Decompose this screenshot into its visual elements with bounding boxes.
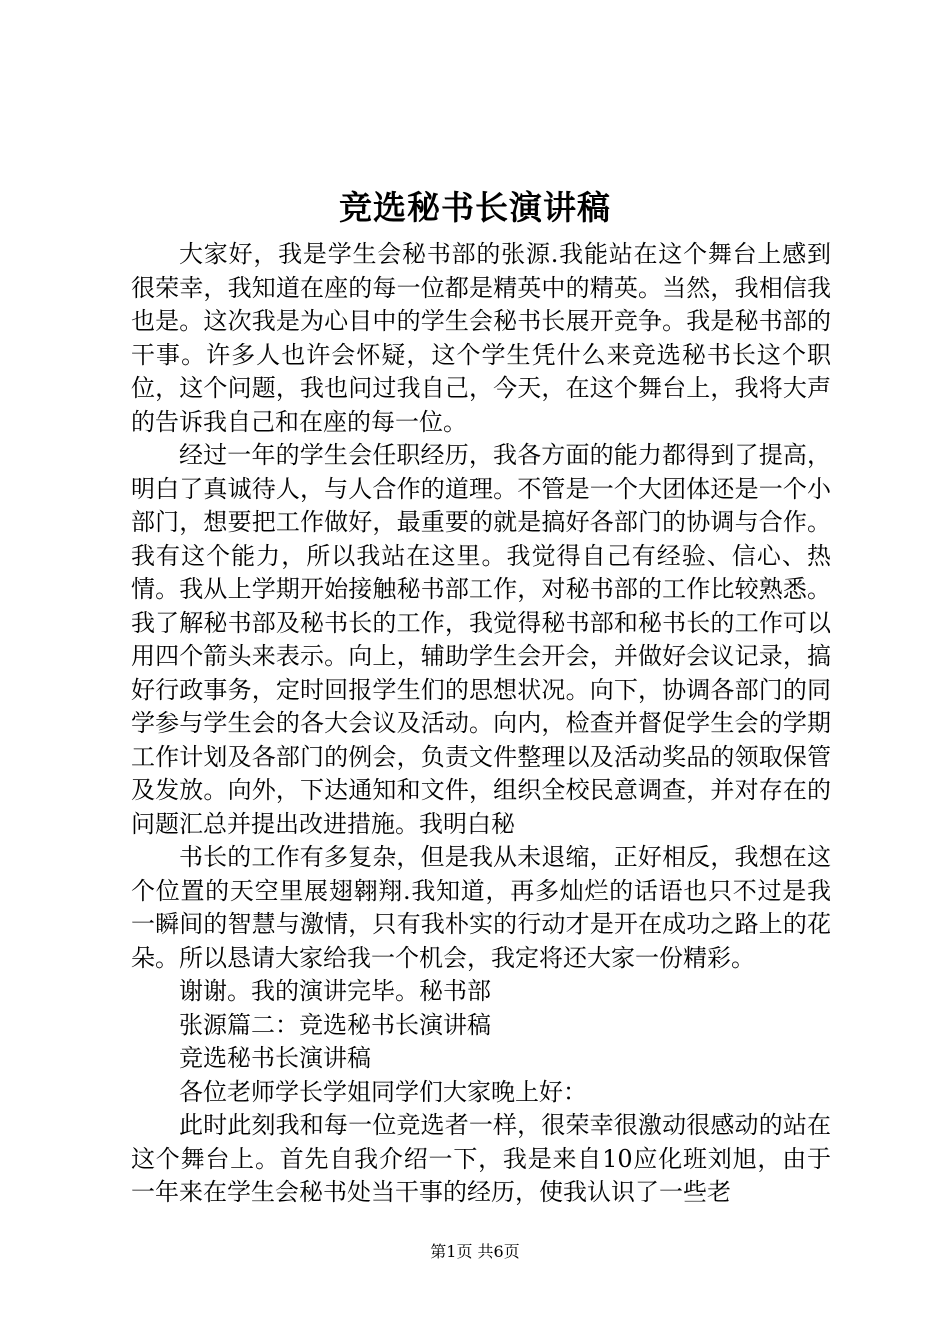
paragraph-greeting: 各位老师学长学姐同学们大家晚上好： xyxy=(179,1077,587,1106)
paragraph-experience: 经过一年的学生会任职经历，我各方面的能力都得到了提高，明白了真诚待人，与人合作的道理。不管是一个大团体还是一个小部门，想要把工作做好，最重要的就是搞好各部门的协调与合作。我有这个能力，所以我站在这里。我觉得自己有经验、信心、热情。我从上学期开始接触秘书部工作，对秘书部的工作比较熟悉。我了解秘书部及秘书长的工作，我觉得秘书部和秘书长的工作可以用四个箭头来表示。向上，辅助学生会开会，并做好会议记录，搞好行政事务，定时回报学生们的思想状况。向下，协调各部门的同学参与学生会的各大会议及活动。向内，检查并督促学生会的学期工作计划及各部门的例会，负责文件整理以及活动奖品的领取保管及发放。向外，下达通知和文件，组织全校民意调查，并对存在的问题汇总并提出改进措施。我明白秘 xyxy=(131,441,831,838)
document-title: 竞选秘书长演讲稿 xyxy=(339,188,611,227)
page-number-indicator: 第1页 共6页 xyxy=(430,1242,520,1261)
paragraph-self-introduction: 此时此刻我和每一位竞选者一样，很荣幸很激动很感动的站在这个舞台上。首先自我介绍一下，我是来自10应化班刘旭，由于一年来在学生会秘书处当干事的经历，使我认识了一些老 xyxy=(131,1111,831,1206)
document-body xyxy=(131,238,831,1210)
paragraph-second-article-heading: 张源篇二：竞选秘书长演讲稿 xyxy=(179,1010,491,1039)
paragraph-commitment: 书长的工作有多复杂，但是我从未退缩，正好相反，我想在这个位置的天空里展翅翱翔.我知道，再多灿烂的话语也只不过是我一瞬间的智慧与激情，只有我朴实的行动才是开在成功之路上的花朵。所以恳请大家给我一个机会，我定将还大家一份精彩。 xyxy=(131,843,831,972)
paragraph-second-title: 竞选秘书长演讲稿 xyxy=(179,1044,371,1072)
paragraph-closing: 谢谢。我的演讲完毕。秘书部 xyxy=(179,977,491,1005)
paragraph-introduction: 大家好，我是学生会秘书部的张源.我能站在这个舞台上感到很荣幸，我知道在座的每一位都是精英中的精英。当然，我相信我也是。这次我是为心目中的学生会秘书长展开竞争。我是秘书部的干事。许多人也许会怀疑，这个学生凭什么来竞选秘书长这个职位，这个问题，我也问过我自己，今天，在这个舞台上，我将大声的告诉我自己和在座的每一位。 xyxy=(131,240,831,436)
